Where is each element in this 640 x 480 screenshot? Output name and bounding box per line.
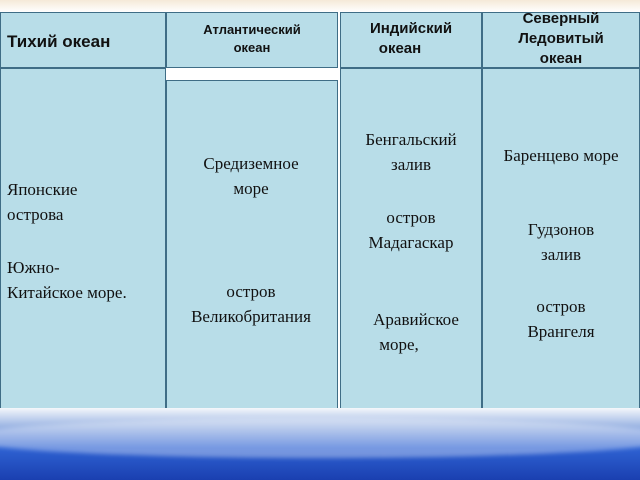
header-atlantic-line2: океан bbox=[233, 40, 271, 55]
indian-item2-line1: остров bbox=[386, 208, 436, 227]
arctic-item1: Баренцево море bbox=[503, 146, 619, 165]
arctic-item3-line1: остров bbox=[536, 297, 586, 316]
pacific-item1-line2: острова bbox=[7, 205, 64, 224]
indian-item2-line2: Мадагаскар bbox=[368, 233, 454, 252]
footer-wave-highlight bbox=[0, 418, 640, 458]
indian-item3-line2: море, bbox=[379, 335, 419, 354]
atlantic-cell bbox=[166, 80, 338, 410]
arctic-cell bbox=[482, 68, 640, 410]
header-arctic-line1: Северный bbox=[522, 10, 600, 27]
header-pacific-label: Тихий океан bbox=[7, 32, 111, 51]
header-indian-line2: океан bbox=[378, 40, 422, 57]
pacific-item2-line1: Южно- bbox=[7, 258, 60, 277]
pacific-item1-line1: Японские bbox=[7, 180, 78, 199]
header-indian-line1: Индийский bbox=[369, 20, 453, 37]
indian-cell bbox=[340, 68, 482, 410]
arctic-item2-line2: залив bbox=[540, 245, 582, 264]
header-indian bbox=[340, 12, 482, 68]
pacific-item2-line2: Китайское море. bbox=[7, 283, 127, 302]
indian-item1-line1: Бенгальский bbox=[365, 130, 457, 149]
header-pacific bbox=[0, 12, 166, 68]
arctic-item3-line2: Врангеля bbox=[527, 322, 595, 341]
header-arctic bbox=[482, 12, 640, 68]
header-arctic-line3: океан bbox=[539, 50, 583, 67]
atlantic-item2-line1: остров bbox=[226, 282, 276, 301]
header-atlantic-line1: Атлантический bbox=[203, 22, 301, 37]
atlantic-item1-line2: море bbox=[233, 179, 269, 198]
arctic-item2-line1: Гудзонов bbox=[527, 220, 595, 239]
indian-item3-line1: Аравийское bbox=[373, 310, 459, 329]
pacific-cell bbox=[0, 68, 166, 410]
header-arctic-line2: Ледовитый bbox=[518, 30, 604, 47]
indian-item1-line2: залив bbox=[390, 155, 432, 174]
atlantic-item2-line2: Великобритания bbox=[191, 307, 311, 326]
atlantic-item1-line1: Средиземное bbox=[203, 154, 299, 173]
header-atlantic bbox=[166, 12, 338, 68]
